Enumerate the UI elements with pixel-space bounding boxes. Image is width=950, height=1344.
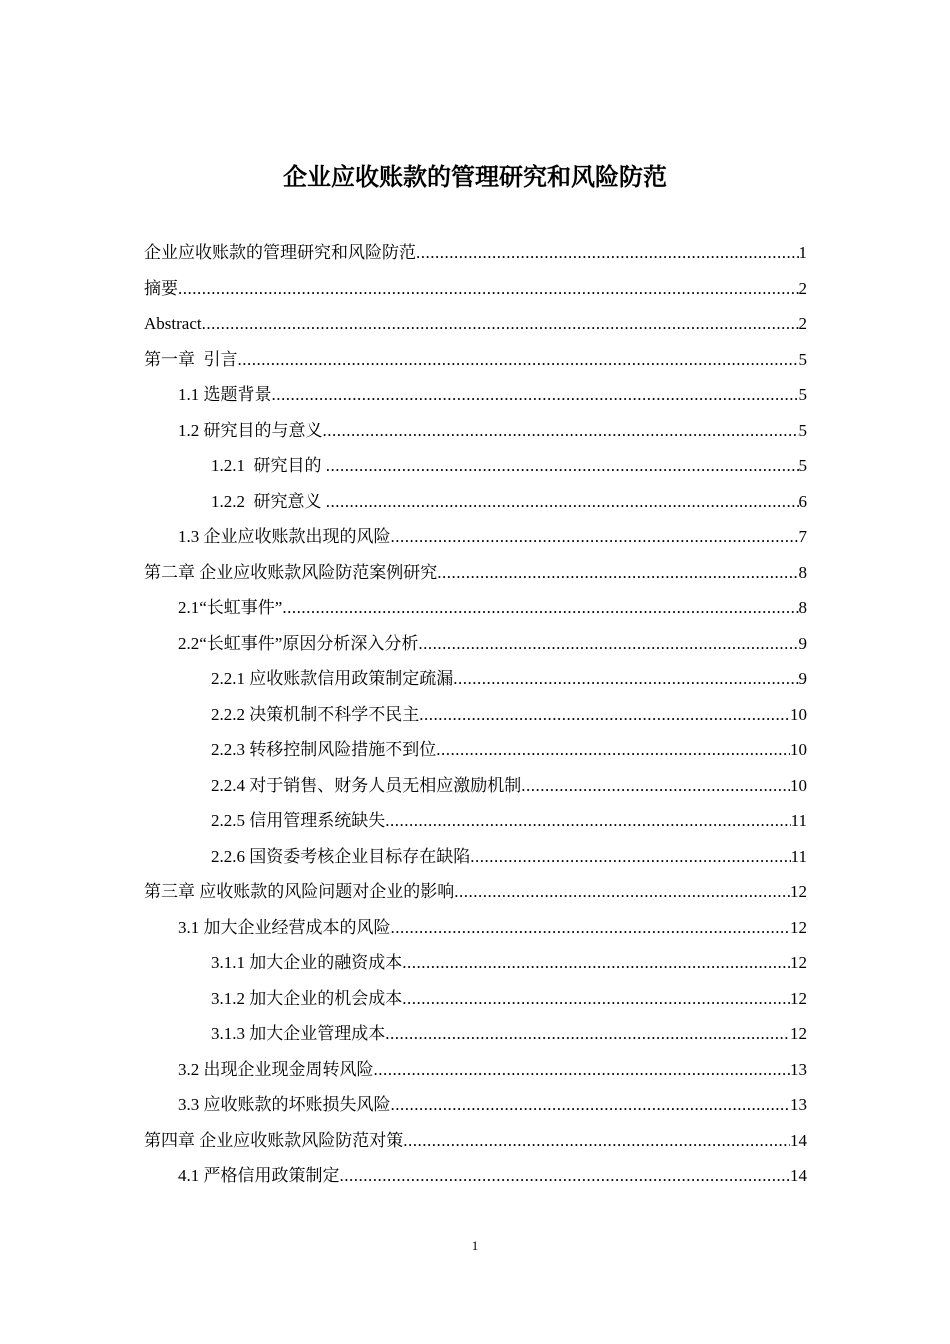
toc-dot-leader xyxy=(385,803,790,839)
toc-entry-page: 7 xyxy=(798,527,807,546)
toc-dot-leader xyxy=(470,839,790,875)
toc-entry-title: 第四章 企业应收账款风险防范对策 xyxy=(144,1130,404,1150)
toc-entry-page: 13 xyxy=(790,1059,807,1079)
toc-entry[interactable] xyxy=(144,448,807,484)
toc-entry[interactable] xyxy=(144,342,807,378)
toc-entry-title: 2.2“长虹事件”原因分析深入分析 xyxy=(178,633,419,653)
toc-entry[interactable] xyxy=(144,910,807,946)
toc-entry-page: 1 xyxy=(798,243,807,262)
toc-entry-title: 3.1.2 加大企业的机会成本 xyxy=(211,988,403,1008)
toc-entry-title: 第二章 企业应收账款风险防范案例研究 xyxy=(144,562,438,582)
toc-entry-page: 12 xyxy=(790,953,807,972)
toc-entry-page: 14 xyxy=(790,1130,807,1150)
toc-entry-title: 2.2.5 信用管理系统缺失 xyxy=(211,811,386,830)
toc-entry-page: 11 xyxy=(790,811,807,830)
toc-dot-leader xyxy=(323,413,799,449)
toc-dot-leader xyxy=(385,1016,790,1052)
toc-entry-title: 1.1 选题背景 xyxy=(178,385,272,404)
toc-dot-leader xyxy=(437,555,798,591)
toc-entry-page: 2 xyxy=(798,278,807,298)
toc-entry[interactable] xyxy=(144,874,807,910)
toc-dot-leader xyxy=(419,697,790,733)
toc-entry-title: 4.1 严格信用政策制定 xyxy=(178,1166,340,1185)
toc-dot-leader xyxy=(416,235,799,271)
document-title: 企业应收账款的管理研究和风险防范 xyxy=(283,163,667,191)
toc-entry[interactable] xyxy=(144,519,807,555)
toc-entry-page: 11 xyxy=(790,846,807,866)
toc-entry-page: 2 xyxy=(798,314,807,333)
toc-dot-leader xyxy=(326,448,799,484)
toc-dot-leader xyxy=(391,1087,791,1123)
toc-entry-page: 12 xyxy=(790,917,807,937)
toc-dot-leader xyxy=(402,945,790,981)
toc-entry[interactable] xyxy=(144,377,807,413)
toc-entry-title: 2.2.4 对于销售、财务人员无相应激励机制 xyxy=(211,775,522,795)
toc-dot-leader xyxy=(202,306,799,342)
toc-entry-page: 12 xyxy=(790,882,807,901)
toc-entry-page: 10 xyxy=(790,740,807,759)
toc-entry[interactable] xyxy=(144,981,807,1017)
toc-entry[interactable] xyxy=(144,626,807,662)
toc-entry-page: 8 xyxy=(798,598,807,617)
toc-dot-leader xyxy=(178,271,799,307)
toc-entry-page: 13 xyxy=(790,1095,807,1114)
toc-entry[interactable] xyxy=(144,271,807,307)
toc-dot-leader xyxy=(391,519,799,555)
toc-entry[interactable] xyxy=(144,413,807,449)
toc-dot-leader xyxy=(340,1158,791,1194)
toc-dot-leader xyxy=(374,1052,791,1088)
toc-entry-title: 1.3 企业应收账款出现的风险 xyxy=(178,527,391,546)
toc-entry[interactable] xyxy=(144,768,807,804)
toc-entry-title: Abstract xyxy=(144,314,202,333)
toc-entry[interactable] xyxy=(144,1123,807,1159)
toc-entry[interactable] xyxy=(144,839,807,875)
toc-dot-leader xyxy=(326,484,799,520)
toc-entry-page: 10 xyxy=(790,704,807,724)
toc-entry[interactable] xyxy=(144,484,807,520)
toc-dot-leader xyxy=(454,874,790,910)
toc-entry[interactable] xyxy=(144,697,807,733)
toc-entry-title: 2.2.6 国资委考核企业目标存在缺陷 xyxy=(211,846,471,866)
toc-dot-leader xyxy=(521,768,790,804)
toc-entry[interactable] xyxy=(144,1052,807,1088)
toc-entry[interactable] xyxy=(144,1016,807,1052)
toc-entry[interactable] xyxy=(144,235,807,271)
table-of-contents xyxy=(144,235,807,1194)
toc-entry-title: 1.2.2 研究意义 xyxy=(211,491,326,511)
toc-entry-page: 5 xyxy=(798,385,807,404)
toc-dot-leader xyxy=(238,342,799,378)
toc-entry-title: 1.2.1 研究目的 xyxy=(211,456,326,475)
toc-entry[interactable] xyxy=(144,555,807,591)
toc-dot-leader xyxy=(453,661,798,697)
toc-entry-page: 5 xyxy=(798,456,807,475)
toc-entry[interactable] xyxy=(144,590,807,626)
toc-entry-title: 第三章 应收账款的风险问题对企业的影响 xyxy=(144,882,455,901)
toc-dot-leader xyxy=(403,1123,790,1159)
toc-entry-page: 12 xyxy=(790,988,807,1008)
toc-entry[interactable] xyxy=(144,306,807,342)
toc-entry[interactable] xyxy=(144,945,807,981)
toc-dot-leader xyxy=(436,732,790,768)
toc-entry-page: 10 xyxy=(790,775,807,795)
toc-entry-title: 2.2.2 决策机制不科学不民主 xyxy=(211,704,420,724)
toc-dot-leader xyxy=(272,377,799,413)
toc-entry[interactable] xyxy=(144,1087,807,1123)
toc-entry[interactable] xyxy=(144,803,807,839)
toc-entry-title: 2.2.3 转移控制风险措施不到位 xyxy=(211,740,437,759)
toc-entry-title: 企业应收账款的管理研究和风险防范 xyxy=(144,243,416,262)
page-number: 1 xyxy=(471,1238,479,1253)
toc-entry-title: 1.2 研究目的与意义 xyxy=(178,420,323,440)
toc-dot-leader xyxy=(282,590,798,626)
toc-entry[interactable] xyxy=(144,661,807,697)
toc-entry[interactable] xyxy=(144,1158,807,1194)
toc-dot-leader xyxy=(418,626,798,662)
toc-entry-page: 8 xyxy=(798,562,807,582)
toc-entry-title: 3.3 应收账款的坏账损失风险 xyxy=(178,1095,391,1114)
toc-entry-page: 9 xyxy=(798,633,807,653)
toc-entry-title: 2.2.1 应收账款信用政策制定疏漏 xyxy=(211,669,454,688)
toc-entry[interactable] xyxy=(144,732,807,768)
toc-entry-page: 12 xyxy=(790,1024,807,1043)
toc-entry-page: 9 xyxy=(798,669,807,688)
toc-entry-page: 5 xyxy=(798,349,807,369)
toc-entry-title: 3.1.3 加大企业管理成本 xyxy=(211,1024,386,1043)
toc-entry-page: 5 xyxy=(798,420,807,440)
toc-entry-title: 2.1“长虹事件” xyxy=(178,598,283,617)
toc-dot-leader xyxy=(402,981,790,1017)
toc-entry-title: 3.1 加大企业经营成本的风险 xyxy=(178,917,391,937)
toc-entry-title: 3.1.1 加大企业的融资成本 xyxy=(211,953,403,972)
toc-entry-page: 6 xyxy=(798,491,807,511)
toc-entry-title: 第一章 引言 xyxy=(144,349,238,369)
toc-entry-title: 摘要 xyxy=(144,278,178,298)
toc-dot-leader xyxy=(391,910,791,946)
toc-entry-page: 14 xyxy=(790,1166,807,1185)
toc-entry-title: 3.2 出现企业现金周转风险 xyxy=(178,1059,374,1079)
